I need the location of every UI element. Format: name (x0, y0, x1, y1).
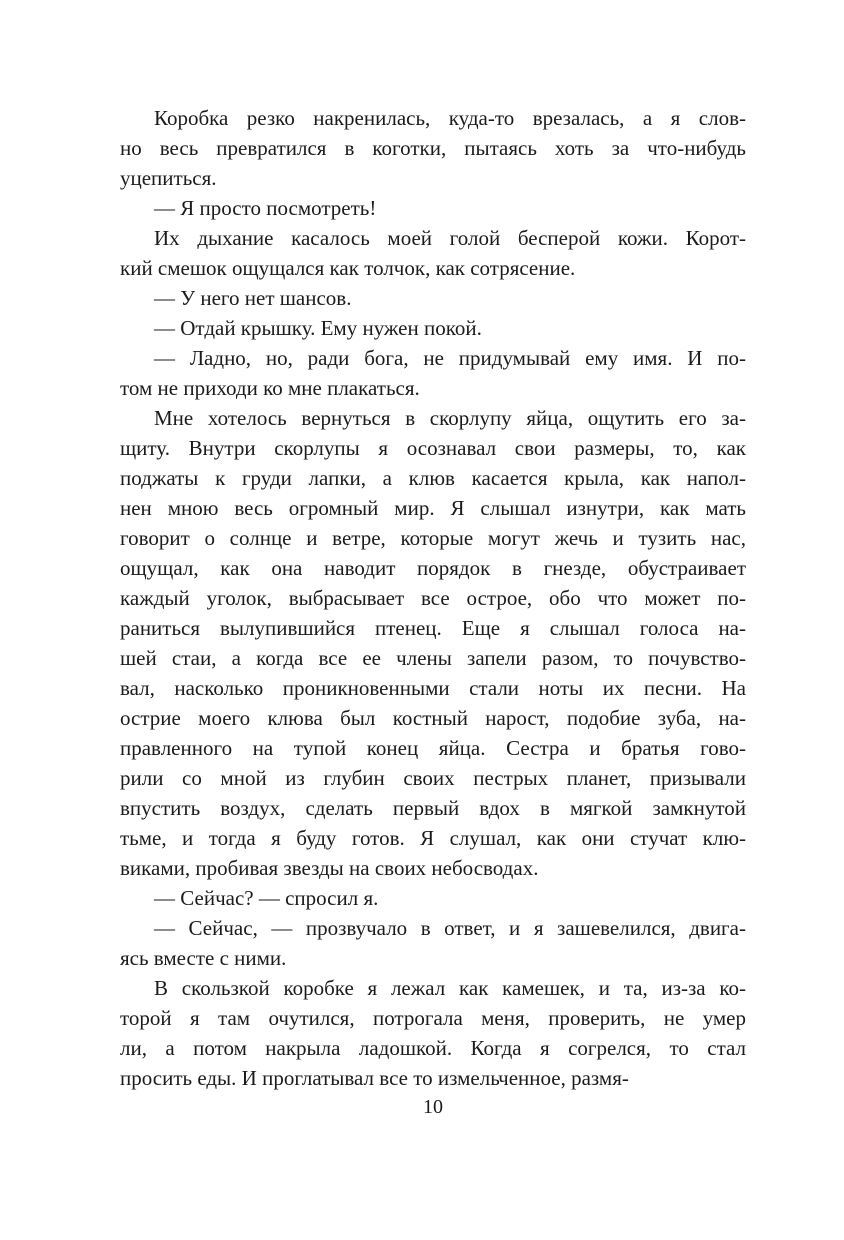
text-line: щиту. Внутри скорлупы я осознавал свои размеры, то, как (120, 436, 746, 460)
text-line: правленного на тупой конец яйца. Сестра и братья гово- (120, 736, 746, 760)
text-line: ясь вместе с ними. (120, 946, 287, 970)
text-line: торой я там очутился, потрогала меня, проверить, не умер (120, 1006, 746, 1030)
text-line: рили со мной из глубин своих пестрых планет, призывали (120, 766, 746, 790)
text-line: но весь превратился в коготки, пытаясь хоть за что-нибудь (120, 136, 746, 160)
text-line: каждый уголок, выбрасывает все острое, обо что может по- (120, 586, 746, 610)
paragraph (120, 103, 746, 193)
paragraph (120, 313, 746, 343)
paragraph (120, 193, 746, 223)
text-line: виками, пробивая звезды на своих небосводах. (120, 856, 539, 880)
text-line: — Я просто посмотреть! (154, 196, 377, 220)
text-line: — У него нет шансов. (154, 286, 352, 310)
text-line: просить еды. И проглатывал все то измельченное, размя- (120, 1066, 629, 1090)
text-line: Коробка резко накренилась, куда-то врезалась, а я слов- (154, 106, 746, 130)
paragraph (120, 403, 746, 883)
text-line: тьме, и тогда я буду готов. Я слушал, как они стучат клю- (120, 826, 746, 850)
paragraph (120, 283, 746, 313)
text-line: — Ладно, но, ради бога, не придумывай ему имя. И по- (154, 346, 746, 370)
paragraph (120, 343, 746, 403)
text-line: говорит о солнце и ветре, которые могут жечь и тузить нас, (120, 526, 746, 550)
text-line: — Сейчас, — прозвучало в ответ, и я зашевелился, двига- (154, 916, 746, 940)
text-line: В скользкой коробке я лежал как камешек, и та, из-за ко- (154, 976, 746, 1000)
text-line: уцепиться. (120, 166, 217, 190)
text-line: вал, насколько проникновенными стали ноты их песни. На (120, 676, 746, 700)
text-line: — Отдай крышку. Ему нужен покой. (154, 316, 482, 340)
text-line: нен мною весь огромный мир. Я слышал изнутри, как мать (120, 496, 746, 520)
text-line: шей стаи, а когда все ее члены запели разом, то почувство- (120, 646, 746, 670)
page-number: 10 (423, 1096, 443, 1118)
text-line: Их дыхание касалось моей голой бесперой кожи. Корот- (154, 226, 746, 250)
paragraph (120, 883, 746, 913)
text-block (120, 103, 746, 1093)
paragraph (120, 973, 746, 1093)
text-line: кий смешок ощущался как толчок, как сотрясение. (120, 256, 576, 280)
text-line: впустить воздух, сделать первый вдох в мягкой замкнутой (120, 796, 746, 820)
text-line: раниться вылупившийся птенец. Еще я слышал голоса на- (120, 616, 746, 640)
text-line: острие моего клюва был костный нарост, подобие зуба, на- (120, 706, 746, 730)
text-line: ощущал, как она наводит порядок в гнезде, обустраивает (120, 556, 746, 580)
paragraph (120, 913, 746, 973)
paragraph (120, 223, 746, 283)
text-line: ли, а потом накрыла ладошкой. Когда я согрелся, то стал (120, 1036, 746, 1060)
text-line: поджаты к груди лапки, а клюв касается крыла, как напол- (120, 466, 746, 490)
text-line: Мне хотелось вернуться в скорлупу яйца, ощутить его за- (154, 406, 746, 430)
text-line: том не приходи ко мне плакаться. (120, 376, 420, 400)
text-line: — Сейчас? — спросил я. (154, 886, 379, 910)
